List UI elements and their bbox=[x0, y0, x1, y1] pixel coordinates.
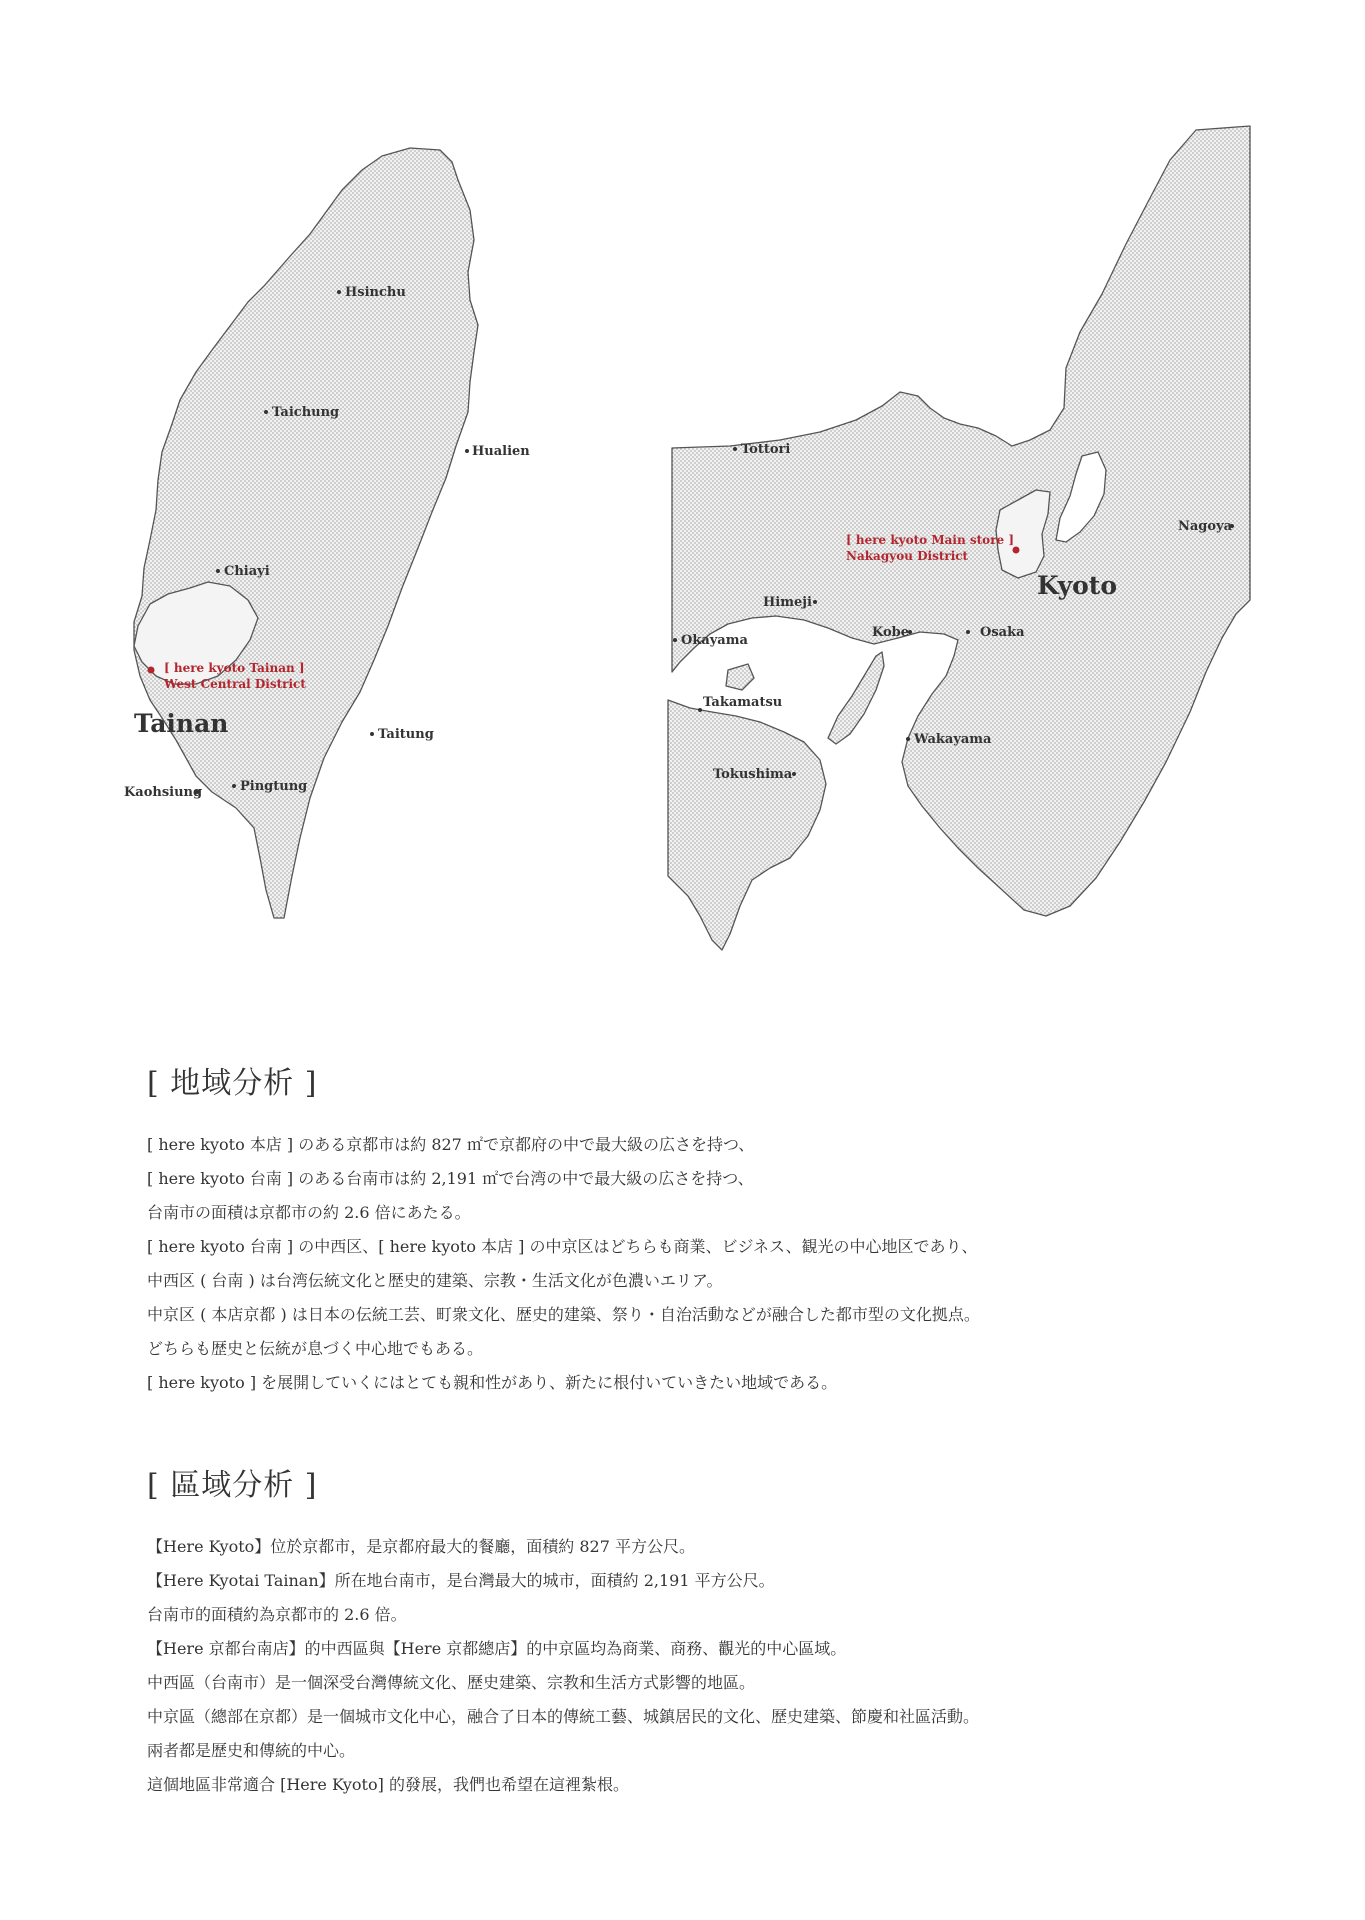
himeji-dot bbox=[813, 600, 817, 604]
label-takamatsu: Takamatsu bbox=[703, 695, 783, 710]
text-line: [ here kyoto ] を展開していくにはとても親和性があり、新たに根付いていきたい地域である。 bbox=[147, 1373, 838, 1392]
label-kaohsiung: Kaohsiung bbox=[124, 785, 203, 800]
osaka-dot bbox=[966, 630, 970, 634]
text-line: 中西區（台南市）是一個深受台灣傳統文化、歷史建築、宗教和生活方式影響的地區。 bbox=[147, 1673, 756, 1692]
pingtung-dot bbox=[232, 784, 236, 788]
text-line: 這個地區非常適合 [Here Kyoto] 的發展，我們也希望在這裡紮根。 bbox=[147, 1775, 629, 1794]
label-tainan: Tainan bbox=[134, 709, 229, 738]
taiwan-island bbox=[134, 148, 478, 918]
text-line: 台南市の面積は京都市の約 2.6 倍にあたる。 bbox=[147, 1203, 471, 1222]
label-kyoto: Kyoto bbox=[1037, 571, 1118, 600]
japan-map bbox=[668, 126, 1250, 950]
text-line: 中京区 ( 本店京都 ) は日本の伝統工芸、町衆文化、歴史的建築、祭り・自治活動などが融合した都市型の文化拠点。 bbox=[147, 1305, 980, 1324]
text-line: 【Here 京都台南店】的中西區與【Here 京都總店】的中京區均為商業、商務、觀光的中心區域。 bbox=[147, 1639, 847, 1658]
hualien-dot bbox=[465, 449, 469, 453]
text-line: 中西区 ( 台南 ) は台湾伝統文化と歴史的建築、宗教・生活文化が色濃いエリア。 bbox=[147, 1271, 723, 1290]
tainan-store-marker bbox=[148, 667, 155, 674]
taitung-dot bbox=[370, 732, 374, 736]
label-hsinchu: Hsinchu bbox=[345, 285, 406, 300]
label-nagoya: Nagoya bbox=[1178, 519, 1233, 534]
tainan-store-district: West Central District bbox=[164, 677, 306, 691]
label-tokushima: Tokushima bbox=[713, 767, 793, 782]
label-chiayi: Chiayi bbox=[224, 564, 270, 579]
chiayi-dot bbox=[216, 569, 220, 573]
heading-jp: [ 地域分析 ] bbox=[147, 1066, 318, 1101]
label-wakayama: Wakayama bbox=[914, 732, 992, 747]
label-hualien: Hualien bbox=[472, 444, 530, 459]
label-tottori: Tottori bbox=[741, 442, 791, 457]
tokushima-dot bbox=[792, 772, 796, 776]
text-line: [ here kyoto 台南 ] の中西区、[ here kyoto 本店 ] の中京区はどちらも商業、ビジネス、観光の中心地区であり、 bbox=[147, 1237, 978, 1256]
shikoku-landmass bbox=[668, 700, 826, 950]
awaji-island bbox=[828, 652, 884, 744]
kyoto-store-district: Nakagyou District bbox=[846, 549, 969, 563]
okayama-dot bbox=[673, 638, 677, 642]
paragraph-zh bbox=[147, 1530, 1287, 1802]
hsinchu-dot bbox=[337, 290, 341, 294]
paragraph-jp bbox=[147, 1128, 1287, 1400]
small-island bbox=[726, 664, 754, 690]
kyoto-store-name: [ here kyoto Main store ] bbox=[846, 533, 1014, 547]
tainan-store-name: [ here kyoto Tainan ] bbox=[164, 661, 305, 675]
text-line: 台南市的面積約為京都市的 2.6 倍。 bbox=[147, 1605, 407, 1624]
text-line: 【Here Kyoto】位於京都市，是京都府最大的餐廳，面積約 827 平方公尺。 bbox=[147, 1537, 696, 1556]
label-okayama: Okayama bbox=[681, 633, 748, 648]
label-taitung: Taitung bbox=[378, 727, 434, 742]
takamatsu-dot bbox=[698, 708, 702, 712]
heading-zh: [ 區域分析 ] bbox=[147, 1468, 318, 1503]
taiwan-map bbox=[124, 148, 530, 918]
tottori-dot bbox=[733, 447, 737, 451]
text-line: [ here kyoto 本店 ] のある京都市は約 827 ㎡で京都府の中で最大級の広さを持つ、 bbox=[147, 1135, 755, 1154]
text-line: 兩者都是歷史和傳統的中心。 bbox=[147, 1741, 356, 1760]
taichung-dot bbox=[264, 410, 268, 414]
text-line: 中京區（總部在京都）是一個城市文化中心，融合了日本的傳統工藝、城鎮居民的文化、歷史建築、節慶和社區活動。 bbox=[147, 1707, 980, 1726]
text-line: どちらも歴史と伝統が息づく中心地でもある。 bbox=[147, 1339, 484, 1358]
label-taichung: Taichung bbox=[272, 405, 340, 420]
kyoto-store-marker bbox=[1013, 547, 1020, 554]
label-pingtung: Pingtung bbox=[240, 779, 308, 794]
text-line: 【Here Kyotai Tainan】所在地台南市，是台灣最大的城市，面積約 2,191 平方公尺。 bbox=[147, 1571, 775, 1590]
text-line: [ here kyoto 台南 ] のある台南市は約 2,191 ㎡で台湾の中で最大級の広さを持つ、 bbox=[147, 1169, 754, 1188]
section-chinese bbox=[147, 1460, 1287, 1802]
label-himeji: Himeji bbox=[763, 595, 812, 610]
wakayama-dot bbox=[906, 737, 910, 741]
label-osaka: Osaka bbox=[980, 625, 1025, 640]
label-kobe: Kobe bbox=[872, 625, 910, 640]
section-japanese bbox=[147, 1058, 1287, 1400]
